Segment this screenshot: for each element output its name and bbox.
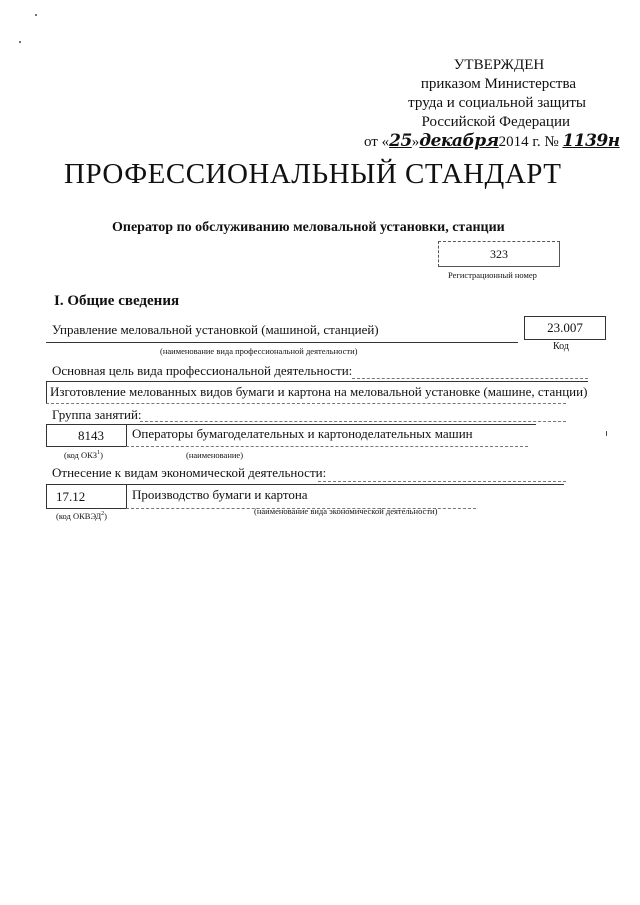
okved-code-caption (56, 511, 107, 521)
okz-top-border (46, 424, 536, 425)
okz-code-caption (64, 450, 103, 460)
occupation-group-label: Группа занятий: (52, 407, 142, 422)
okz-code: 8143 (78, 428, 104, 443)
scan-speck (606, 431, 607, 436)
handwritten-day: 25 (389, 131, 412, 151)
activity-divider (504, 342, 518, 343)
handwritten-order-number: 1139н (562, 131, 620, 151)
scan-speck (35, 14, 37, 16)
okz-code-bottom-border (46, 446, 126, 447)
approval-block (364, 56, 620, 152)
dashed-rule (318, 481, 566, 482)
okved-caption-close: ) (104, 511, 107, 521)
activity-code-box: 23.007 (524, 316, 606, 340)
okz-caption-close: ) (100, 450, 103, 460)
approval-date-line (364, 131, 620, 152)
date-prefix: от « (364, 134, 390, 150)
okz-name-caption: (наименование) (186, 450, 244, 460)
approval-order-line: приказом Министерства (420, 76, 576, 92)
main-goal-left-border (46, 381, 47, 403)
economic-activity-label: Отнесение к видам экономической деятельности: (52, 465, 327, 480)
approval-ministry-line: труда и социальной защиты (408, 95, 586, 111)
standard-name: Оператор по обслуживанию меловальной установки, станции (112, 220, 505, 235)
okved-name: Производство бумаги и картона (132, 487, 308, 502)
okved-code: 17.12 (56, 489, 86, 504)
okz-divider (126, 424, 127, 446)
date-close-quote: » (411, 134, 420, 150)
okved-code-bottom-border (46, 508, 126, 509)
activity-name: Управление меловальной установкой (машиной, станцией) (52, 322, 379, 337)
dashed-rule (352, 378, 588, 379)
dashed-rule (140, 421, 566, 422)
activity-name-underline (46, 342, 504, 343)
okved-top-border (46, 484, 564, 485)
main-goal-bottom-border (46, 403, 566, 404)
okved-divider (126, 484, 127, 508)
okz-left-border (46, 424, 47, 446)
date-year: 2014 г. № (498, 134, 559, 150)
approval-country-line: Российской Федерации (421, 114, 570, 130)
okz-name: Операторы бумагоделательных и картоноделательных машин (132, 426, 473, 441)
okved-footnote-marker: 2 (101, 511, 105, 518)
okz-footnote-marker: 1 (97, 450, 101, 457)
document-title: ПРОФЕССИОНАЛЬНЫЙ СТАНДАРТ (64, 158, 562, 190)
main-goal-top-border (46, 381, 588, 382)
activity-name-caption: (наименование вида профессиональной деятельности) (160, 346, 358, 356)
okz-name-bottom-border (126, 446, 528, 447)
economic-name-caption: (наименование вида экономической деятельности) (254, 506, 438, 516)
scan-speck (19, 41, 21, 43)
registration-number-box: 323 (438, 241, 560, 267)
okved-caption-text: (код ОКВЭД (56, 511, 102, 521)
okz-caption-text: (код ОКЗ (64, 450, 98, 460)
main-goal-label: Основная цель вида профессиональной деятельности: (52, 363, 353, 378)
section-heading: I. Общие сведения (54, 293, 180, 309)
code-caption: Код (553, 341, 569, 352)
approved-label: УТВЕРЖДЕН (453, 57, 545, 73)
handwritten-month: декабря (419, 131, 499, 151)
okved-left-border (46, 484, 47, 508)
registration-number-caption: Регистрационный номер (448, 270, 537, 280)
main-goal-text: Изготовление мелованных видов бумаги и картона на меловальной установке (машине, станции) (50, 384, 588, 399)
